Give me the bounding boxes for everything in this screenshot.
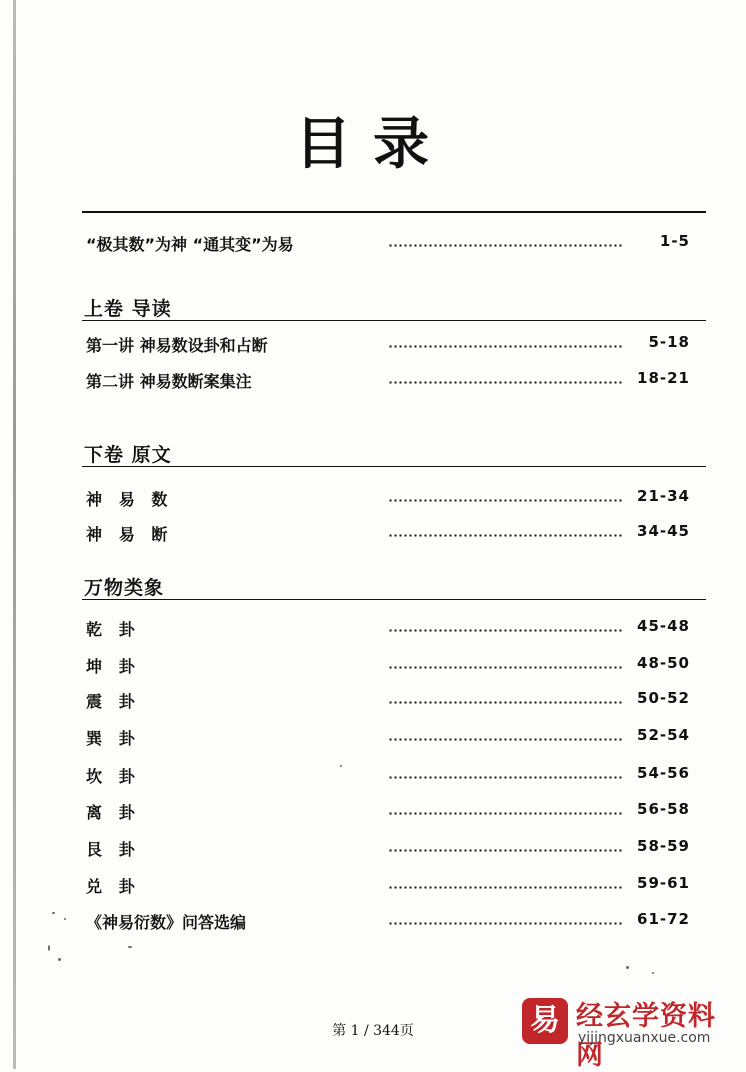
scan-speck [128,946,132,948]
toc-entry-pages: 52-54 [637,726,690,744]
toc-entry-label: “极其数”为神 “通其变”为易 [86,235,294,254]
toc-entry-label: 坤 卦 [86,657,135,676]
toc-entry-label: 坎 卦 [86,767,135,786]
toc-entry[interactable] [86,369,690,393]
watermark [522,994,738,1071]
toc-entry[interactable] [86,522,690,546]
dot-leader [388,666,624,669]
page-footer: 第 1 / 344页 [332,1023,414,1039]
dot-leader [388,849,624,852]
toc-entry-pages: 18-21 [637,369,690,387]
scan-speck [48,945,50,951]
toc-entry[interactable] [86,654,690,678]
dot-leader [388,812,624,815]
toc-entry[interactable] [86,910,690,934]
toc-entry-intro[interactable] [86,232,690,256]
scan-speck [58,958,61,961]
scan-speck [340,765,342,767]
top-rule [82,211,706,213]
dot-leader [388,345,624,348]
toc-entry-pages: 50-52 [637,689,690,707]
toc-entry-label: 神 易 断 [86,525,168,544]
toc-entry[interactable] [86,617,690,641]
watermark-logo-icon: 易 [522,998,568,1044]
dot-leader [388,701,624,704]
scan-speck [652,972,654,974]
section-heading-lower-volume: 下卷 原文 [84,444,172,466]
watermark-url: yijingxuanxue.com [578,1030,711,1046]
scan-speck [52,912,55,914]
toc-entry-pages: 54-56 [637,764,690,782]
toc-entry-pages: 34-45 [637,522,690,540]
toc-entry-label: 离 卦 [86,803,135,822]
toc-entry[interactable] [86,837,690,861]
toc-entry[interactable] [86,487,690,511]
dot-leader [388,776,624,779]
toc-entry-pages: 48-50 [637,654,690,672]
dot-leader [388,534,624,537]
toc-entry-label: 震 卦 [86,692,135,711]
scan-speck [64,918,66,920]
toc-entry-label: 乾 卦 [86,620,135,639]
section-rule [82,599,706,600]
toc-entry-label: 兑 卦 [86,877,135,896]
toc-entry-label: 《神易衍数》问答选编 [86,913,247,932]
toc-entry-pages: 1-5 [659,232,690,250]
toc-entry[interactable] [86,689,690,713]
dot-leader [388,629,624,632]
toc-entry[interactable] [86,764,690,788]
section-rule [82,466,706,467]
toc-entry-label: 第一讲 神易数设卦和占断 [86,336,268,355]
dot-leader [388,886,624,889]
toc-entry-pages: 21-34 [637,487,690,505]
dot-leader [388,499,624,502]
toc-entry-pages: 56-58 [637,800,690,818]
toc-entry-pages: 5-18 [648,333,690,351]
dot-leader [388,244,624,247]
watermark-name: 经玄学资料网 [576,1001,716,1071]
section-heading-imagery: 万物类象 [84,577,165,599]
toc-entry-pages: 61-72 [637,910,690,928]
dot-leader [388,738,624,741]
toc-entry-pages: 45-48 [637,617,690,635]
dot-leader [388,381,624,384]
toc-entry-label: 巽 卦 [86,729,135,748]
toc-entry[interactable] [86,726,690,750]
toc-entry[interactable] [86,874,690,898]
section-rule [82,320,706,321]
toc-entry-label: 第二讲 神易数断案集注 [86,372,252,391]
toc-entry-pages: 59-61 [637,874,690,892]
page-title: 目录 [295,111,451,177]
section-heading-upper-volume: 上卷 导读 [84,298,172,320]
toc-entry[interactable] [86,800,690,824]
toc-entry-label: 神 易 数 [86,490,168,509]
scan-speck [626,966,629,969]
toc-entry-label: 艮 卦 [86,840,135,859]
dot-leader [388,922,624,925]
toc-entry-pages: 58-59 [637,837,690,855]
toc-entry[interactable] [86,333,690,357]
